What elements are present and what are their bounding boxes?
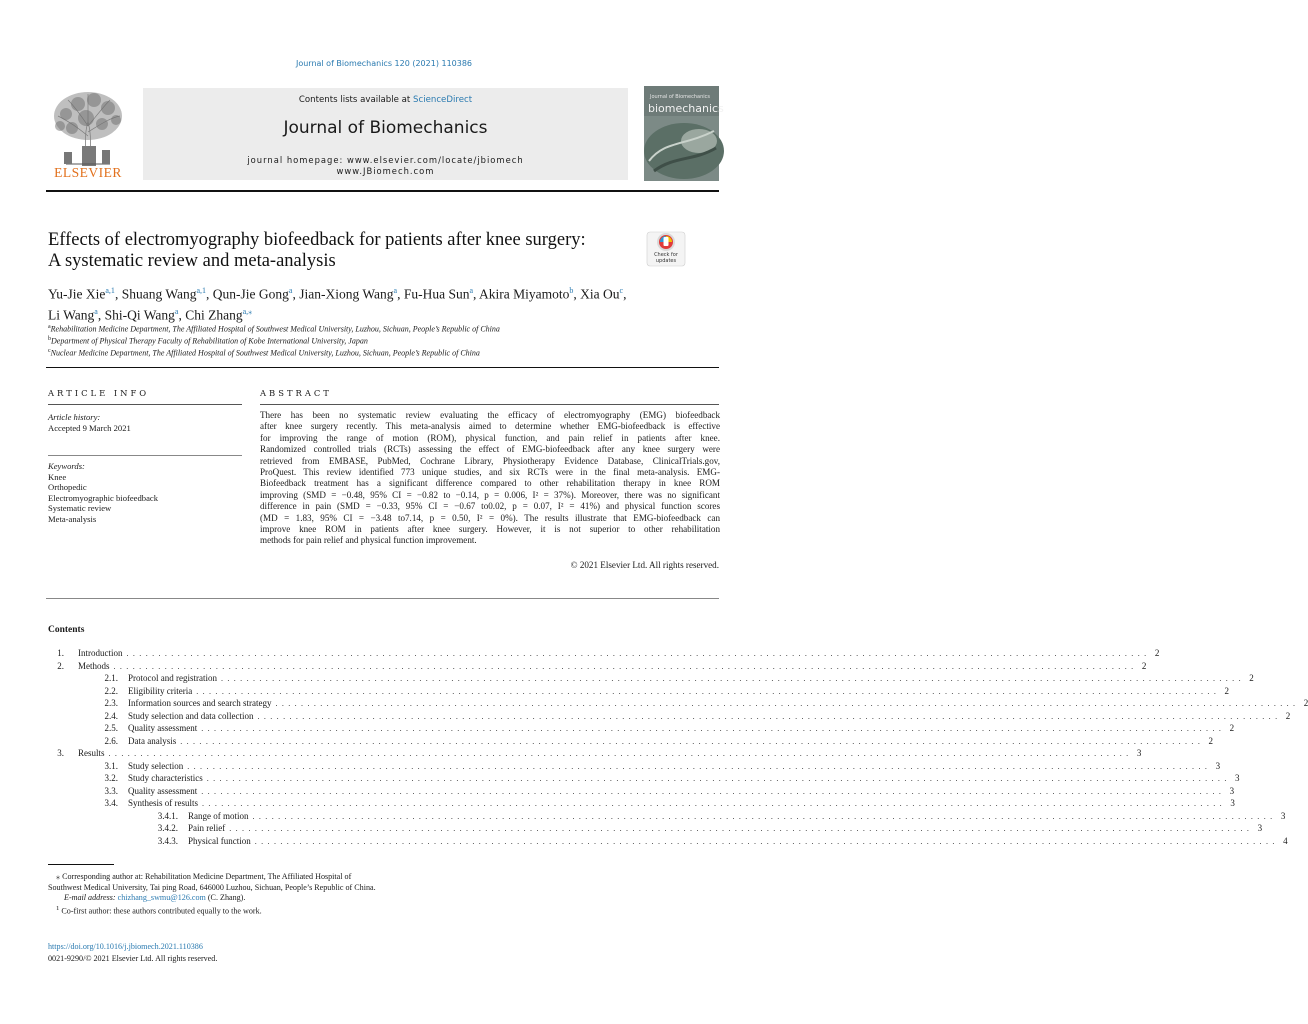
abstract-line: Randomized controlled trials (RCTs) assessing the effect of EMG-biofeedback after any knee surgery were [260,444,720,455]
toc-entry-number: 3.1. [104,760,118,771]
toc-entry-number: 3. [57,748,64,758]
article-title-line-1: Effects of electromyography biofeedback for patients after knee surgery: [48,230,586,250]
toc-entry-label[interactable]: Data analysis [128,735,177,746]
toc-entry[interactable] [48,660,1147,674]
toc-leader-dots: . . . . . . . . . . . . . . . . . . . . . . . . . . . . . . . . . . . . . . . . . . . . . . . . . . . . . . . . . . . . . . . . . . . . . . . . . . . . . . . . . . . . . . . . . . . . . . . . . . . . . . . . . . . . . . . . . . . . . . . . . . . . . . . . . . . . . . . . . . . . . . . . . . . . . . . . . . . . . . . . [201,786,1223,796]
toc-entry-page: 3 [1215,760,1221,771]
toc-entry-label[interactable]: Quality assessment [128,723,198,733]
email-suffix: (C. Zhang). [207,893,246,903]
author-name[interactable]: Chi Zhang [185,307,243,322]
affiliation-item [48,334,368,347]
cofirst-author-text: Co-first author: these authors contributed equally to the work. [61,906,262,916]
author-affiliation-mark[interactable]: a,1 [196,286,207,295]
author-separator: , [178,307,186,322]
toc-entry[interactable] [48,735,1214,749]
author-name[interactable]: Qun-Jie Gong [212,286,289,302]
abstract-line: Biofeedback treatment has a significant difference compared to other rehabilitation therapy in knee ROM [260,478,720,489]
toc-entry-page: 3 [1230,798,1235,808]
author-affiliation-mark[interactable]: a [469,286,474,295]
keyword-item: Meta-analysis [48,513,97,524]
article-info-heading: ARTICLE INFO [48,388,150,398]
author-separator: , [623,286,627,302]
corresponding-author-note [48,872,378,893]
toc-leader-dots: . . . . . . . . . . . . . . . . . . . . . . . . . . . . . . . . . . . . . . . . . . . . . . . . . . . . . . . . . . . . . . . . . . . . . . . . . . . . . . . . . . . . . . . . . . . . . . . . . . . . . . . . . . . . . . . . . . . . . . . . . . . . . . . . . . . . . . . . . . . . . . . . . . . . . . . . . . . . . . . . [180,736,1202,746]
toc-entry-label[interactable]: Methods [78,660,110,671]
toc-entry-number: 3.4.2. [157,823,178,833]
toc-leader-dots: . . . . . . . . . . . . . . . . . . . . . . . . . . . . . . . . . . . . . . . . . . . . . . . . . . . . . . . . . . . . . . . . . . . . . . . . . . . . . . . . . . . . . . . . . . . . . . . . . . . . . . . . . . . . . . . . . . . . . . . . . . . . . . . . . . . . . . . . . . . . . . . . . . . . . . . . . . . . . . . . [220,674,1242,683]
affiliation-item [48,322,500,335]
toc-entry[interactable] [48,760,1221,774]
toc-entry[interactable] [48,710,1291,724]
corresponding-mark: ⁎ [56,872,61,881]
toc-entry[interactable] [48,723,1235,736]
author-affiliation-mark[interactable]: a [393,286,398,295]
toc-entry-label[interactable]: Study selection [128,760,184,771]
journal-cover-image [644,86,724,181]
contents-heading: Contents [48,625,85,635]
toc-leader-dots: . . . . . . . . . . . . . . . . . . . . . . . . . . . . . . . . . . . . . . . . . . . . . . . . . . . . . . . . . . . . . . . . . . . . . . . . . . . . . . . . . . . . . . . . . . . . . . . . . . . . . . . . . . . . . . . . . . . . . . . . . . . . . . . . . . . . . . . . . . . . . . . . . . . . . . . . . . . . . . . . [187,761,1209,771]
toc-entry-page: 2 [1208,735,1214,746]
author-affiliation-mark[interactable]: c [619,286,624,295]
abstract-line: methods for pain relief and physical function improvement. [260,535,477,546]
toc-entry[interactable] [48,785,1235,799]
abstract-line: retrieved from EMBASE, PubMed, Cochrane Library, Physiotherapy Evidence Database, ClinicalTrials.gov, [260,455,720,466]
keywords-block [48,461,242,524]
article-info-rule [48,404,242,405]
author-name[interactable]: Shi-Qi Wang [104,307,175,322]
email-note [48,893,378,904]
keyword-item: Knee [48,471,67,482]
toc-entry-number: 1. [57,648,64,658]
email-link[interactable]: chizhang_swmu@126.com [117,893,206,903]
cofirst-author-note [48,904,378,917]
corresponding-author-text: Corresponding author at: Rehabilitation Medicine Department, The Affiliated Hospital of Southwest Medical University, Tai ping Road, 646000 Luzhou, Sichuan, People’s Republic of China. [48,872,376,892]
toc-entry-number: 3.2. [104,773,118,783]
toc-leader-dots: . . . . . . . . . . . . . . . . . . . . . . . . . . . . . . . . . . . . . . . . . . . . . . . . . . . . . . . . . . . . . . . . . . . . . . . . . . . . . . . . . . . . . . . . . . . . . . . . . . . . . . . . . . . . . . . . . . . . . . . . . . . . . . . . . . . . . . . . . . . . . . . . . . . . . . . . . . . . . . . . [252,811,1274,821]
toc-leader-dots: . . . . . . . . . . . . . . . . . . . . . . . . . . . . . . . . . . . . . . . . . . . . . . . . . . . . . . . . . . . . . . . . . . . . . . . . . . . . . . . . . . . . . . . . . . . . . . . . . . . . . . . . . . . . . . . . . . . . . . . . . . . . . . . . . . . . . . . . . . . . . . . . . . . . . . . . . . . . . . . . [108,749,1130,758]
toc-leader-dots: . . . . . . . . . . . . . . . . . . . . . . . . . . . . . . . . . . . . . . . . . . . . . . . . . . . . . . . . . . . . . . . . . . . . . . . . . . . . . . . . . . . . . . . . . . . . . . . . . . . . . . . . . . . . . . . . . . . . . . . . . . . . . . . . . . . . . . . . . . . . . . . . . . . . . . . . . . . . . . . . [196,686,1218,696]
author-separator: , [473,286,480,302]
keyword-item: Systematic review [48,503,112,513]
toc-entry-number: 3.4.3. [157,835,178,846]
author-affiliation-mark[interactable]: a [174,306,179,316]
homepage-line-1[interactable]: journal homepage: www.elsevier.com/locate/jbiomech [247,155,524,165]
check-for-updates-label [646,252,686,264]
author-name[interactable]: Jian-Xiong Wang [299,286,394,302]
article-history-label: Article history: [48,412,101,422]
toc-entry-page: 4 [1283,835,1288,846]
toc-leader-dots: . . . . . . . . . . . . . . . . . . . . . . . . . . . . . . . . . . . . . . . . . . . . . . . . . . . . . . . . . . . . . . . . . . . . . . . . . . . . . . . . . . . . . . . . . . . . . . . . . . . . . . . . . . . . . . . . . . . . . . . . . . . . . . . . . . . . . . . . . . . . . . . . . . . . . . . . . . . . . . . . [206,774,1228,783]
author-name[interactable]: Li Wang [48,307,95,322]
toc-entry-label[interactable]: Eligibility criteria [128,685,193,696]
abstract-heading: ABSTRACT [260,388,332,398]
author-name[interactable]: Shuang Wang [121,286,197,302]
author-affiliation-mark[interactable]: a [94,306,98,316]
table-of-contents [48,648,1308,848]
abstract-line: ProQuest. This review identified 773 unique studies, and six RCTs were in the final meta-analysis. EMG- [260,467,720,478]
affiliation-mark: b [48,336,51,342]
toc-entry-number: 3.4. [104,798,118,808]
elsevier-wordmark: ELSEVIER [54,165,122,180]
keywords-rule [48,455,242,456]
abstract-rule [260,404,719,405]
author-name[interactable]: Fu-Hua Sun [403,286,470,302]
toc-entry-page: 3 [1235,773,1240,783]
toc-entry[interactable] [48,823,1263,836]
author-separator: , [292,286,300,302]
author-name[interactable]: Yu-Jie Xie [48,286,106,302]
toc-entry[interactable] [48,673,1254,686]
author-affiliation-mark[interactable]: b [569,286,574,295]
toc-entry-page: 2 [1303,698,1308,708]
toc-entry[interactable] [48,810,1286,824]
toc-entry-label[interactable]: Pain relief [188,823,226,833]
toc-leader-dots: . . . . . . . . . . . . . . . . . . . . . . . . . . . . . . . . . . . . . . . . . . . . . . . . . . . . . . . . . . . . . . . . . . . . . . . . . . . . . . . . . . . . . . . . . . . . . . . . . . . . . . . . . . . . . . . . . . . . . . . . . . . . . . . . . . . . . . . . . . . . . . . . . . . . . . . . . . . . . . . . [126,649,1148,658]
journal-homepage [143,155,628,177]
toc-entry[interactable] [48,798,1235,811]
toc-entry[interactable] [48,698,1308,711]
keyword-item: Electromyographic biofeedback [48,492,158,503]
toc-entry-page: 2 [1141,660,1147,671]
author-affiliation-mark[interactable]: a,⁎ [242,306,253,316]
doi-link[interactable]: https://doi.org/10.1016/j.jbiomech.2021.110386 [48,942,203,951]
footnotes [48,872,378,917]
check-for-updates-line-1: Check for [654,252,678,258]
contents-available-text: Contents lists available at [298,95,414,105]
toc-leader-dots: . . . . . . . . . . . . . . . . . . . . . . . . . . . . . . . . . . . . . . . . . . . . . . . . . . . . . . . . . . . . . . . . . . . . . . . . . . . . . . . . . . . . . . . . . . . . . . . . . . . . . . . . . . . . . . . . . . . . . . . . . . . . . . . . . . . . . . . . . . . . . . . . . . . . . . . . . . . . . . . . [229,824,1251,833]
toc-entry-label[interactable]: Physical function [188,835,251,846]
toc-entry-page: 3 [1136,748,1142,758]
affiliation-text: Nuclear Medicine Department, The Affiliated Hospital of Southwest Medical University, Luzhou, Sichuan, People’s Republic of China [50,348,480,358]
toc-entry-number: 2.2. [104,685,118,696]
toc-leader-dots: . . . . . . . . . . . . . . . . . . . . . . . . . . . . . . . . . . . . . . . . . . . . . . . . . . . . . . . . . . . . . . . . . . . . . . . . . . . . . . . . . . . . . . . . . . . . . . . . . . . . . . . . . . . . . . . . . . . . . . . . . . . . . . . . . . . . . . . . . . . . . . . . . . . . . . . . . . . . . . . . [202,799,1223,808]
toc-entry-number: 3.4.1. [157,810,178,821]
journal-title: Journal of Biomechanics [283,118,488,138]
article-title [48,230,628,272]
toc-entry-label[interactable]: Results [78,748,105,758]
keywords-label: Keywords: [48,461,85,471]
sciencedirect-link[interactable]: ScienceDirect [413,95,473,105]
check-for-updates-line-2: updates [655,258,677,264]
abstract-line: improving (SMD = −0.48, 95% CI = −0.82 to −0.14, p = 0.006, I² = 37%). Moreover, there was no significant [260,489,720,500]
toc-entry-page: 2 [1285,710,1291,721]
toc-entry[interactable] [48,748,1142,761]
author-separator: , [397,286,404,302]
article-history-value: Accepted 9 March 2021 [48,422,131,433]
author-separator: , [573,286,581,302]
abstract-line: There has been no systematic review evaluating the efficacy of electromyography (EMG) biofeedback [260,410,720,420]
abstract-bottom-rule [46,598,719,599]
cofirst-mark: 1 [56,904,60,912]
cover-journal-label: Journal of Biomechanics [650,94,711,100]
header-rule [46,190,719,192]
affiliation-item [48,346,480,359]
section-rule [46,367,719,368]
toc-entry-label[interactable]: Synthesis of results [128,798,199,808]
author-separator: , [114,286,122,302]
toc-entry-number: 2.4. [104,710,118,721]
toc-entry-number: 2.6. [104,735,118,746]
toc-leader-dots: . . . . . . . . . . . . . . . . . . . . . . . . . . . . . . . . . . . . . . . . . . . . . . . . . . . . . . . . . . . . . . . . . . . . . . . . . . . . . . . . . . . . . . . . . . . . . . . . . . . . . . . . . . . . . . . . . . . . . . . . . . . . . . . . . . . . . . . . . . . . . . . . . . . . . . . . . . . . . . . . [113,661,1135,671]
toc-entry-number: 2. [57,660,64,671]
affiliation-mark: c [48,348,51,354]
toc-entry-number: 3.3. [104,785,118,796]
abstract-text [260,410,720,547]
toc-entry-page: 2 [1224,685,1230,696]
toc-entry-label[interactable]: Range of motion [188,810,249,821]
abstract-line: (MD = 1.83, 95% CI = −3.48 to7.14, p = 0.50, I² = 0%). The results illustrate that EMG-biofeedback can [260,512,720,523]
keyword-item: Orthopedic [48,482,87,492]
article-title-line-2: A systematic review and meta-analysis [48,251,336,271]
contents-available-line [143,95,628,105]
issn-copyright: 0021-9290/© 2021 Elsevier Ltd. All rights reserved. [48,954,218,963]
toc-entry-label[interactable]: Introduction [78,648,123,658]
toc-entry-page: 2 [1249,673,1254,683]
abstract-line: for improving the range of motion (ROM), physical function, and pain relief in patients after knee. [260,432,720,443]
affiliation-text: Department of Physical Therapy Faculty of Rehabilitation of Kobe International University, Japan [51,336,368,346]
toc-entry-label[interactable]: Study selection and data collection [128,710,254,721]
abstract-line: difference in pain (SMD = −0.33, 95% CI = −0.67 to0.02, p = 0.07, I² = 41%) and physical function scores [260,501,720,512]
toc-entry-page: 3 [1280,810,1286,821]
abstract-line: after knee surgery recently. This meta-analysis aimed to determine whether EMG-biofeedback is effective [260,421,720,432]
toc-entry-number: 2.5. [104,723,118,733]
toc-entry[interactable] [48,773,1240,786]
author-affiliation-mark[interactable]: a [288,286,293,295]
toc-entry-label[interactable]: Quality assessment [128,785,198,796]
author-affiliation-mark[interactable]: a,1 [105,286,115,295]
author-name[interactable]: Xia Ou [580,286,620,302]
email-label: E-mail address: [64,893,116,903]
homepage-line-2[interactable]: www.JBiomech.com [336,166,435,176]
toc-entry-page: 2 [1229,723,1235,733]
abstract-line: improve knee ROM in patients after knee surgery. However, it is not superior to other rehabilitation [260,524,720,535]
author-list [48,282,722,323]
toc-entry-label[interactable]: Information sources and search strategy [128,698,272,708]
author-name[interactable]: Akira Miyamoto [479,286,570,302]
toc-entry-page: 3 [1257,823,1263,833]
toc-entry-number: 2.3. [104,698,118,708]
abstract-copyright: © 2021 Elsevier Ltd. All rights reserved. [570,560,719,570]
toc-entry-number: 2.1. [104,673,118,683]
toc-entry[interactable] [48,685,1230,699]
toc-entry-page: 3 [1229,785,1235,796]
footnote-rule [48,864,114,865]
toc-leader-dots: . . . . . . . . . . . . . . . . . . . . . . . . . . . . . . . . . . . . . . . . . . . . . . . . . . . . . . . . . . . . . . . . . . . . . . . . . . . . . . . . . . . . . . . . . . . . . . . . . . . . . . . . . . . . . . . . . . . . . . . . . . . . . . . . . . . . . . . . . . . . . . . . . . . . . . . . . . . . . . . . [275,699,1297,708]
toc-leader-dots: . . . . . . . . . . . . . . . . . . . . . . . . . . . . . . . . . . . . . . . . . . . . . . . . . . . . . . . . . . . . . . . . . . . . . . . . . . . . . . . . . . . . . . . . . . . . . . . . . . . . . . . . . . . . . . . . . . . . . . . . . . . . . . . . . . . . . . . . . . . . . . . . . . . . . . . . . . . . . . . . [254,836,1276,846]
journal-reference-link[interactable]: Journal of Biomechanics 120 (2021) 110386 [295,59,473,68]
toc-entry-page: 2 [1154,648,1160,658]
toc-leader-dots: . . . . . . . . . . . . . . . . . . . . . . . . . . . . . . . . . . . . . . . . . . . . . . . . . . . . . . . . . . . . . . . . . . . . . . . . . . . . . . . . . . . . . . . . . . . . . . . . . . . . . . . . . . . . . . . . . . . . . . . . . . . . . . . . . . . . . . . . . . . . . . . . . . . . . . . . . . . . . . . . [201,724,1223,733]
author-separator: , [97,307,105,322]
author-separator: , [206,286,213,302]
affiliation-mark: a [48,324,51,330]
toc-leader-dots: . . . . . . . . . . . . . . . . . . . . . . . . . . . . . . . . . . . . . . . . . . . . . . . . . . . . . . . . . . . . . . . . . . . . . . . . . . . . . . . . . . . . . . . . . . . . . . . . . . . . . . . . . . . . . . . . . . . . . . . . . . . . . . . . . . . . . . . . . . . . . . . . . . . . . . . . . . . . . . . . [257,711,1279,721]
toc-entry-label[interactable]: Protocol and registration [128,673,217,683]
toc-entry-label[interactable]: Study characteristics [128,773,203,783]
affiliation-text: Rehabilitation Medicine Department, The Affiliated Hospital of Southwest Medical University, Luzhou, Sichuan, People’s Republic of China [50,324,500,334]
toc-entry[interactable] [48,835,1288,849]
article-history [48,412,242,433]
cover-title: biomechanics [648,102,724,115]
toc-entry[interactable] [48,648,1160,661]
